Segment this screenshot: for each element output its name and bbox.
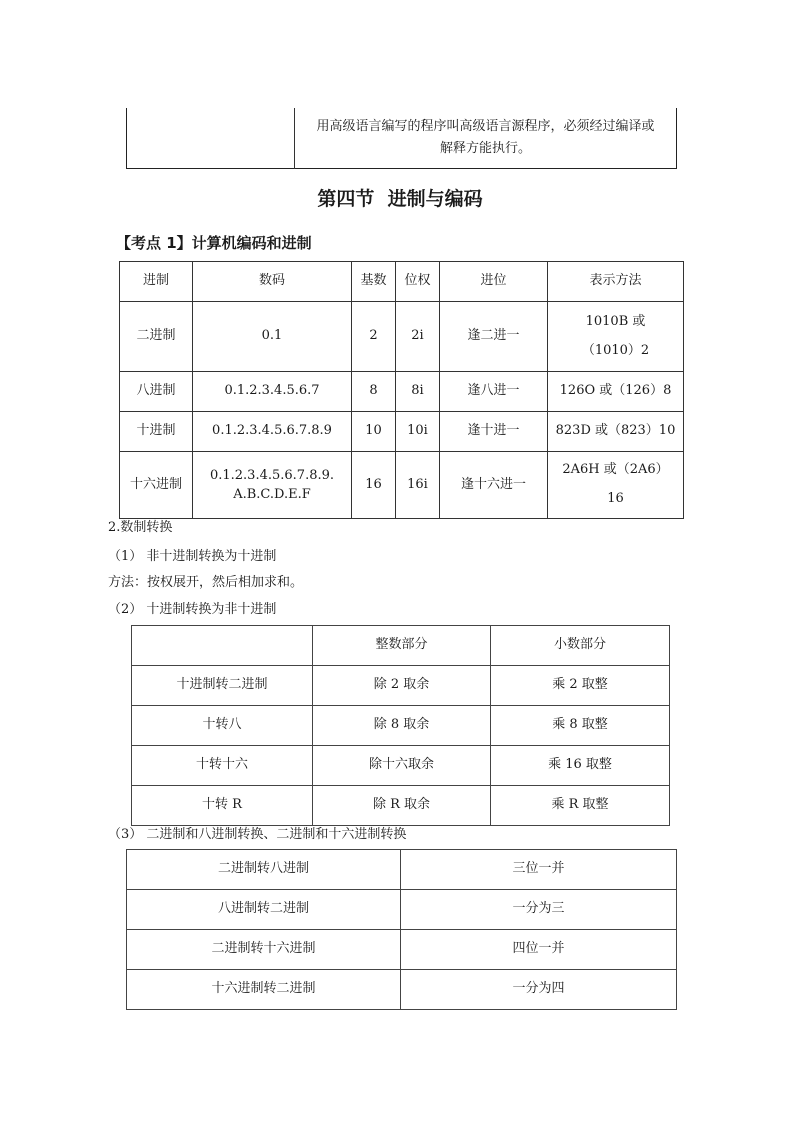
table-header-row bbox=[120, 262, 684, 302]
table-row bbox=[120, 302, 684, 372]
table-row bbox=[127, 850, 677, 890]
table-cell: 一分为四 bbox=[401, 970, 677, 1010]
table-cell: 十六进制转二进制 bbox=[127, 970, 401, 1010]
kaodian-title: 计算机编码和进制 bbox=[191, 234, 312, 252]
col-header: 进位 bbox=[440, 262, 548, 302]
intro-table bbox=[126, 108, 677, 169]
table-row bbox=[120, 372, 684, 412]
table-cell: 16i bbox=[396, 452, 440, 519]
table-cell: 逢八进一 bbox=[440, 372, 548, 412]
table-cell: 逢二进一 bbox=[440, 302, 548, 372]
table-cell: 八进制转二进制 bbox=[127, 890, 401, 930]
table-row bbox=[132, 786, 670, 826]
table-row bbox=[120, 452, 684, 519]
table-cell: 十转十六 bbox=[132, 746, 313, 786]
table-cell: 除 2 取余 bbox=[313, 666, 491, 706]
table-cell: 三位一并 bbox=[401, 850, 677, 890]
table-row bbox=[132, 746, 670, 786]
table-cell: 16 bbox=[352, 452, 396, 519]
table-cell: 10i bbox=[396, 412, 440, 452]
table-cell: 2 bbox=[352, 302, 396, 372]
table-cell: 8 bbox=[352, 372, 396, 412]
table-cell: 二进制 bbox=[120, 302, 193, 372]
binary-octal-hex-table bbox=[126, 849, 677, 1010]
para-item-3: （3） 二进制和八进制转换、二进制和十六进制转换 bbox=[108, 827, 407, 842]
para-method: 方法：按权展开，然后相加求和。 bbox=[108, 575, 304, 590]
col-header bbox=[132, 626, 313, 666]
para-conversion: 2.数制转换 bbox=[108, 520, 173, 535]
col-header: 基数 bbox=[352, 262, 396, 302]
table-cell: 十转八 bbox=[132, 706, 313, 746]
table-cell: 四位一并 bbox=[401, 930, 677, 970]
table-cell: 除十六取余 bbox=[313, 746, 491, 786]
kaodian-heading bbox=[116, 232, 312, 253]
table-cell: 乘 16 取整 bbox=[491, 746, 670, 786]
para-item-2: （2） 十进制转换为非十进制 bbox=[108, 602, 277, 617]
table-cell: 二进制转十六进制 bbox=[127, 930, 401, 970]
decimal-conversion-table bbox=[131, 625, 670, 826]
col-header: 表示方法 bbox=[548, 262, 684, 302]
col-header: 小数部分 bbox=[491, 626, 670, 666]
table-row bbox=[132, 666, 670, 706]
table-row bbox=[132, 706, 670, 746]
table-cell: 除 8 取余 bbox=[313, 706, 491, 746]
table-cell: 乘 R 取整 bbox=[491, 786, 670, 826]
table-cell: 乘 2 取整 bbox=[491, 666, 670, 706]
table-cell: 十六进制 bbox=[120, 452, 193, 519]
table-cell: 0.1.2.3.4.5.6.7.8.9 bbox=[193, 412, 352, 452]
table-cell: 0.1.2.3.4.5.6.7.8.9.A.B.C.D.E.F bbox=[193, 452, 352, 519]
table-row bbox=[127, 890, 677, 930]
table-cell: 逢十进一 bbox=[440, 412, 548, 452]
table-cell: 10 bbox=[352, 412, 396, 452]
table-cell: 2A6H 或（2A6）16 bbox=[548, 452, 684, 519]
table-cell: 逢十六进一 bbox=[440, 452, 548, 519]
col-header: 位权 bbox=[396, 262, 440, 302]
col-header: 进制 bbox=[120, 262, 193, 302]
col-header: 数码 bbox=[193, 262, 352, 302]
table-cell: 1010B 或（1010）2 bbox=[548, 302, 684, 372]
section-title: 第四节 进制与编码 bbox=[317, 188, 483, 210]
table-cell: 2i bbox=[396, 302, 440, 372]
table-cell: 一分为三 bbox=[401, 890, 677, 930]
table-row bbox=[127, 970, 677, 1010]
intro-right-cell bbox=[295, 108, 677, 168]
table-cell: 二进制转八进制 bbox=[127, 850, 401, 890]
table-cell: 十进制转二进制 bbox=[132, 666, 313, 706]
table-cell: 8i bbox=[396, 372, 440, 412]
table-cell: 除 R 取余 bbox=[313, 786, 491, 826]
table-cell: 八进制 bbox=[120, 372, 193, 412]
col-header: 整数部分 bbox=[313, 626, 491, 666]
radix-table bbox=[119, 261, 684, 519]
table-cell: 126O 或（126）8 bbox=[548, 372, 684, 412]
table-cell: 823D 或（823）10 bbox=[548, 412, 684, 452]
kaodian-bracket: 【考点 1】 bbox=[116, 234, 192, 252]
table-cell: 乘 8 取整 bbox=[491, 706, 670, 746]
table-row bbox=[127, 930, 677, 970]
table-row bbox=[120, 412, 684, 452]
table-cell: 0.1 bbox=[193, 302, 352, 372]
table-cell: 十转 R bbox=[132, 786, 313, 826]
para-item-1: （1） 非十进制转换为十进制 bbox=[108, 549, 277, 564]
table-cell: 十进制 bbox=[120, 412, 193, 452]
table-header-row bbox=[132, 626, 670, 666]
intro-text: 用高级语言编写的程序叫高级语言源程序，必须经过编译或解释方能执行。 bbox=[316, 118, 655, 156]
table-cell: 0.1.2.3.4.5.6.7 bbox=[193, 372, 352, 412]
intro-left-cell bbox=[127, 108, 295, 168]
